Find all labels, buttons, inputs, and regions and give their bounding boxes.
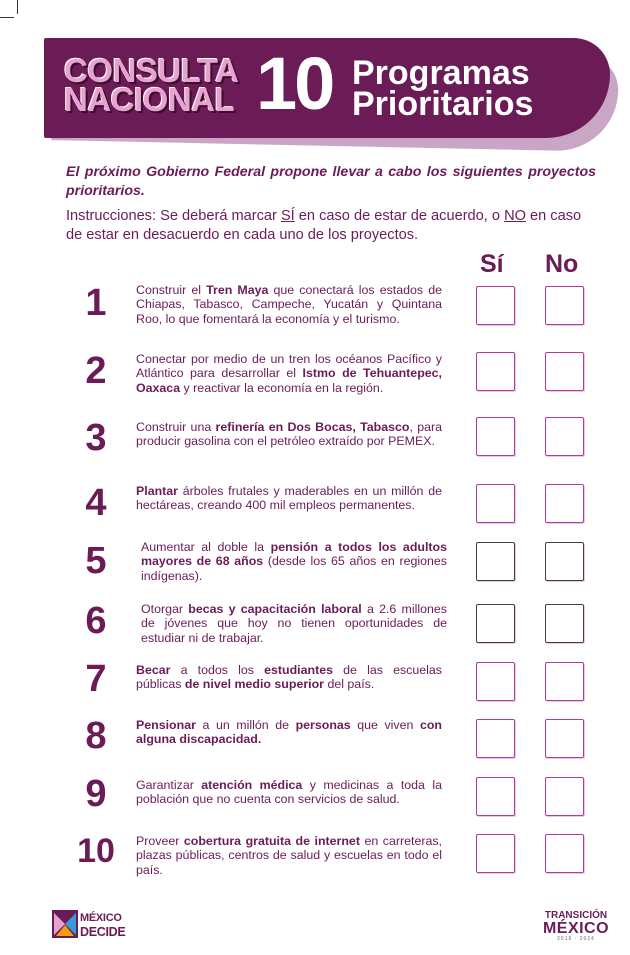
item-description: [136, 484, 442, 513]
item-number: 2: [85, 350, 107, 392]
item-text: Construir una: [136, 420, 216, 434]
item-description: [141, 540, 447, 583]
mexico-decide-emblem-icon: [52, 910, 78, 938]
instructions-no: NO: [504, 208, 526, 224]
item-description: [141, 602, 447, 645]
checkbox-no-6[interactable]: [545, 604, 584, 643]
banner-left-line1: CONSULTA: [64, 52, 239, 89]
banner-right-title: [352, 54, 534, 123]
item-text: Conectar por medio de un tren los océanos Pacífico y Atlántico para desarrollar el: [136, 352, 442, 381]
item-description: [136, 778, 442, 807]
banner-left-line2: NACIONAL: [64, 81, 235, 118]
checkbox-si-9[interactable]: [476, 777, 515, 816]
intro-text: El próximo Gobierno Federal propone llevar a cabo los siguientes proyectos prioritarios.: [66, 164, 596, 199]
checkbox-si-6[interactable]: [476, 604, 515, 643]
left-logo-line1: MÉXICO: [80, 912, 122, 924]
checkbox-si-4[interactable]: [476, 484, 515, 523]
mexico-decide-logo: [52, 910, 132, 940]
item-description: [136, 352, 442, 395]
instructions-si: SÍ: [280, 208, 295, 224]
checkbox-si-7[interactable]: [476, 662, 515, 701]
item-text: que conectará los estados de Chiapas, Tabasco, Campeche, Yucatán y Quintana Roo, lo que fomentará la economía y el turismo.: [136, 283, 443, 326]
banner-right-line2: Prioritarios: [352, 85, 534, 123]
crop-mark: [0, 17, 14, 18]
item-highlight: Tren Maya: [206, 283, 269, 297]
item-text: árboles frutales y maderables en un millón de hectáreas, creando 400 mil empleos permanentes.: [136, 484, 442, 513]
item-number: 3: [85, 417, 107, 459]
item-number: 10: [77, 832, 115, 870]
checkbox-si-5[interactable]: [476, 542, 515, 581]
item-text: a todos los: [170, 663, 265, 677]
column-header-si: Sí: [480, 250, 504, 278]
right-logo-line2: MÉXICO: [542, 920, 610, 937]
item-text: en carreteras, plazas públicas, centros de salud y escuelas en todo el país.: [136, 834, 442, 877]
crop-mark: [17, 0, 18, 14]
item-number: 9: [85, 773, 107, 815]
item-highlight: pensión a todos los adultos mayores de 68 años: [141, 540, 447, 569]
checkbox-si-8[interactable]: [476, 719, 515, 758]
checkbox-no-1[interactable]: [545, 286, 584, 325]
item-highlight: Istmo de Tehuantepec, Oaxaca: [136, 366, 442, 395]
item-highlight: de nivel medio superior: [184, 677, 324, 692]
checkbox-no-5[interactable]: [545, 542, 584, 581]
left-logo-line2: DECIDE: [80, 925, 126, 939]
checkbox-si-1[interactable]: [476, 286, 515, 325]
item-text: Aumentar al doble la: [141, 540, 271, 554]
checkbox-si-2[interactable]: [476, 352, 515, 391]
item-highlight: con alguna discapacidad.: [136, 718, 442, 747]
checkbox-si-10[interactable]: [476, 834, 515, 873]
item-text: Construir el: [136, 283, 207, 297]
item-description: [136, 663, 442, 692]
item-text: y medicinas a toda la población que no cuenta con servicios de salud.: [136, 778, 443, 807]
banner-right-line1: Programas: [352, 54, 530, 92]
item-number: 7: [85, 658, 107, 700]
checkbox-no-3[interactable]: [545, 417, 584, 456]
checkbox-no-8[interactable]: [545, 719, 584, 758]
item-highlight: Pensionar: [136, 718, 196, 732]
checkbox-no-2[interactable]: [545, 352, 584, 391]
item-description: [136, 420, 442, 449]
item-highlight: atención médica: [201, 778, 303, 792]
right-logo-line1: TRANSICIÓN: [544, 910, 608, 921]
checkbox-no-4[interactable]: [545, 484, 584, 523]
item-number: 1: [85, 282, 107, 324]
item-highlight: personas: [295, 718, 351, 732]
item-highlight: estudiantes: [264, 663, 333, 677]
item-text: Proveer: [136, 834, 184, 848]
checkbox-no-9[interactable]: [545, 777, 584, 816]
column-header-no: No: [545, 250, 579, 278]
checkbox-no-7[interactable]: [545, 662, 584, 701]
instructions-part3: en caso de estar en desacuerdo en cada uno de los proyectos.: [66, 208, 582, 243]
instructions-part1: Instrucciones: Se deberá marcar: [66, 208, 281, 224]
item-highlight: Plantar: [136, 484, 179, 498]
item-highlight: refinería en Dos Bocas, Tabasco: [215, 420, 410, 434]
item-text: y reactivar la economía en la región.: [180, 380, 384, 395]
item-description: [136, 283, 442, 326]
item-description: [136, 834, 442, 877]
banner-number: 10: [256, 42, 333, 125]
item-highlight: becas y capacitación laboral: [188, 602, 362, 616]
item-description: [136, 718, 442, 747]
item-text: que viven: [350, 718, 420, 732]
item-highlight: cobertura gratuita de internet: [183, 834, 360, 848]
item-text: Otorgar: [141, 602, 189, 616]
instructions-part2: en caso de estar de acuerdo, o: [294, 208, 505, 224]
item-text: a 2.6 millones de jóvenes que hoy no tienen oportunidades de estudiar ni de trabajar.: [141, 602, 447, 645]
instructions-text: [66, 207, 596, 244]
item-number: 6: [85, 600, 107, 642]
item-text: de las escuelas públicas: [136, 663, 443, 692]
item-number: 4: [85, 482, 107, 524]
right-logo-line3: 2018 · 2024: [557, 936, 595, 942]
item-text: , para producir gasolina con el petróleo extraído por PEMEX.: [136, 420, 442, 449]
item-highlight: Becar: [136, 663, 171, 677]
item-text: del país.: [324, 677, 375, 692]
checkbox-si-3[interactable]: [476, 417, 515, 456]
item-number: 8: [85, 715, 107, 757]
item-text: a un millón de: [195, 718, 296, 732]
item-text: Garantizar: [136, 778, 202, 792]
transicion-mexico-logo: [540, 910, 612, 942]
checkbox-no-10[interactable]: [545, 834, 584, 873]
banner-left-title: [64, 52, 254, 118]
item-number: 5: [85, 540, 107, 582]
item-text: (desde los 65 años en regiones indígenas).: [141, 554, 448, 583]
